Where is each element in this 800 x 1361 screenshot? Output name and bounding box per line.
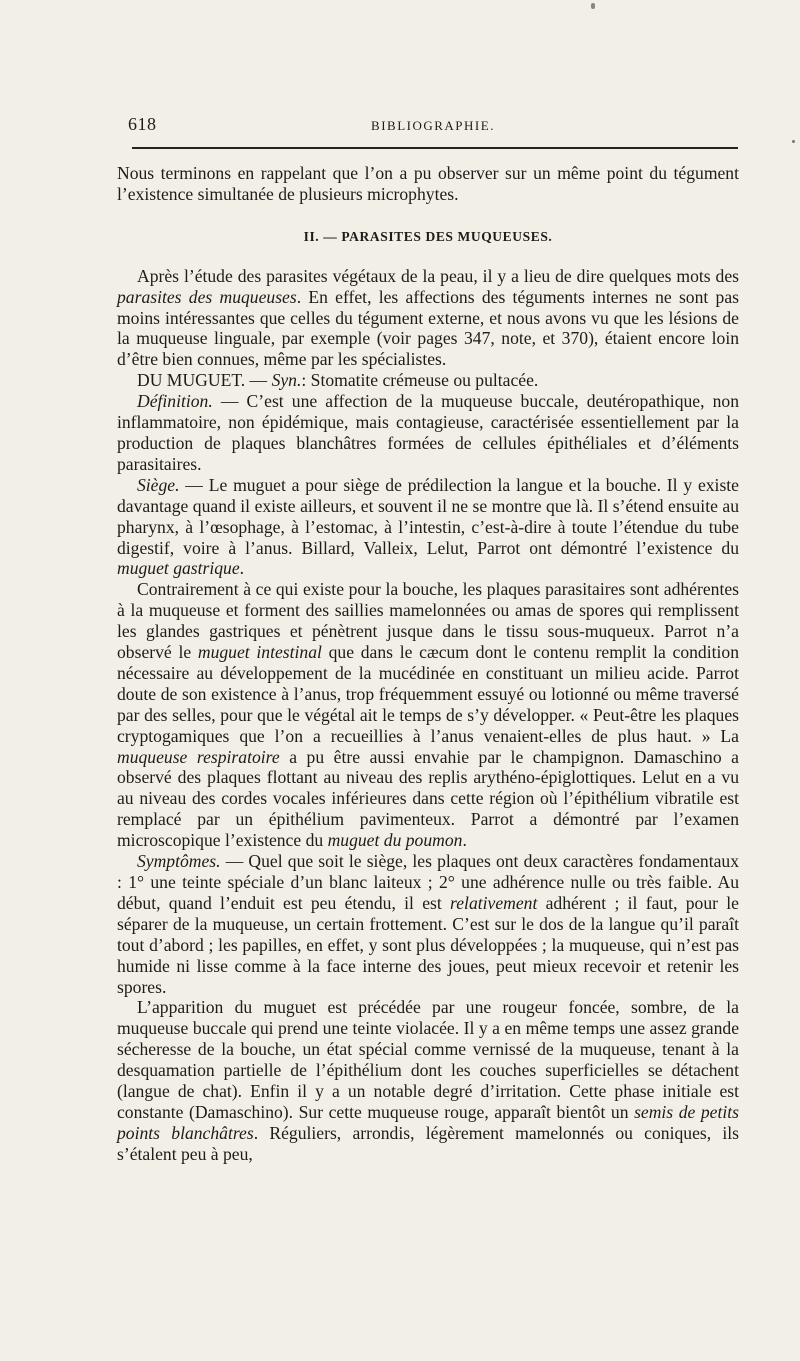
running-title: BIBLIOGRAPHIE. xyxy=(371,118,495,133)
italic-run: muqueuse respiratoire xyxy=(117,746,280,767)
text-run: — C’est une affection de la muqueuse buccale, deutéropathique, non inflammatoire, non épidémique, mais contagieuse, caractérisée essentiellement par la production de plaques blanchâtres formées de cellules épithéliales et d’éléments parasitaires. xyxy=(117,391,739,474)
text-run: . xyxy=(462,830,467,851)
section-heading: II. — PARASITES DES MUQUEUSES. xyxy=(303,228,553,244)
italic-run: muguet gastrique xyxy=(117,558,240,579)
ink-speck xyxy=(591,3,595,9)
italic-run: Siège. xyxy=(137,474,180,495)
text-run: . Réguliers, arrondis, légèrement mamelonnés ou coniques, ils s’étalent peu à peu, xyxy=(117,1122,739,1164)
header-rule xyxy=(132,147,738,149)
paragraph xyxy=(117,370,739,391)
paragraph xyxy=(117,997,739,1164)
paragraph xyxy=(117,266,739,371)
text-run: Contrairement à ce qui existe pour la bouche, les plaques parasitaires sont adhérentes à la muqueuse et forment des saillies mamelonnées ou amas de spores qui remplissent les glandes gastriques et pénètrent jusque dans le tissu sous-muqueux. Parrot n’a observé le xyxy=(117,579,739,663)
paragraph xyxy=(117,391,739,475)
body-text xyxy=(117,163,739,1165)
text-run: : Stomatite crémeuse ou pultacée. xyxy=(301,370,539,391)
paragraph xyxy=(117,475,739,580)
italic-run: muguet intestinal xyxy=(197,642,322,663)
text-run: . En effet, les affections des téguments internes ne sont pas moins intéressantes que celles du tégument externe, et nous avons vu que les lésions de la muqueuse linguale, par exemple (voir pages 347, note, et 370), étaient encore loin d’être bien connues, même par les spécialistes. xyxy=(117,286,739,370)
italic-run: semis de petits points blanchâtres xyxy=(117,1101,739,1143)
text-run: L’apparition du muguet est précédée par une rougeur foncée, sombre, de la muqueuse buccale qui prend une teinte violacée. Il y a en même temps une assez grande sécheresse de la bouche, un état spécial comme vernissé de la muqueuse, tenant à la desquamation partielle de l’épithélium dont les couches superficielles se détachent (langue de chat). Enfin il y a un notable degré d’irritation. Cette phase initiale est constante (Damaschino). Sur cette muqueuse rouge, apparaît bientôt un xyxy=(117,997,739,1122)
text-run: — Quel que soit le siège, les plaques ont deux caractères fondamentaux : 1° une teinte spéciale d’un blanc laiteux ; 2° une adhérence nulle ou très faible. Au début, quand l’enduit est peu étendu, il est xyxy=(117,851,739,913)
paragraph xyxy=(117,851,739,997)
italic-run: relativement xyxy=(450,892,538,913)
page-number: 618 xyxy=(128,114,157,134)
text-run: Nous terminons en rappelant que l’on a pu observer sur un même point du tégument l’existence simultanée de plusieurs microphytes. xyxy=(117,163,739,204)
text-run: . xyxy=(239,558,245,579)
italic-run: Syn. xyxy=(271,370,302,391)
italic-run: parasites des muqueuses xyxy=(117,286,297,307)
text-run: DU MUGUET. — xyxy=(137,370,272,391)
text-run: a pu être aussi envahie par le champignon. Damaschino a observé des plaques flottant au niveau des replis arythéno-épiglottiques. Lelut en a vu au niveau des cordes vocales inférieures dans cette région où l’épithélium vibratile est remplacé par un épithélium pavimenteux. Parrot a démontré par l’examen microscopique l’existence du xyxy=(117,746,739,851)
paragraph xyxy=(117,579,739,851)
text-run: — Le muguet a pour siège de prédilection la langue et la bouche. Il y existe davantage quand il existe ailleurs, et souvent il ne se montre que là. Il s’étend ensuite au pharynx, à l’œsophage, à l’estomac, à l’intestin, c’est-à-dire à toute l’étendue du tube digestif, voire à l’anus. Billard, Valleix, Lelut, Parrot ont démontré l’existence du xyxy=(117,474,739,558)
text-run: adhérent ; il faut, pour le séparer de la muqueuse, un certain frottement. C’est sur le dos de la langue qu’il paraît tout d’abord ; les papilles, en effet, y sont plus développées ; la muqueuse, qui n’est pas humide ni lisse comme à la face interne des joues, peut mieux recevoir et retenir les spores. xyxy=(117,892,739,997)
text-run: Après l’étude des parasites végétaux de la peau, il y a lieu de dire quelques mots des xyxy=(137,265,739,286)
italic-run: muguet du poumon xyxy=(327,830,463,851)
margin-mark xyxy=(792,140,795,143)
italic-run: Symptômes. xyxy=(137,851,221,872)
italic-run: Définition. xyxy=(137,391,213,412)
text-run: que dans le cæcum dont le contenu remplit la condition nécessaire au développement de la mucédinée en constituant un milieu acide. Parrot doute de son existence à l’anus, trop fréquemment essuyé ou lotionné ou même traversé par des selles, pour que le végétal ait le temps de s’y développer. « Peut-être les plaques cryptogamiques que l’on a recueillies à l’anus venaient-elles de plus haut. » La xyxy=(117,642,739,746)
page-header xyxy=(128,114,738,140)
paragraph xyxy=(117,163,739,205)
